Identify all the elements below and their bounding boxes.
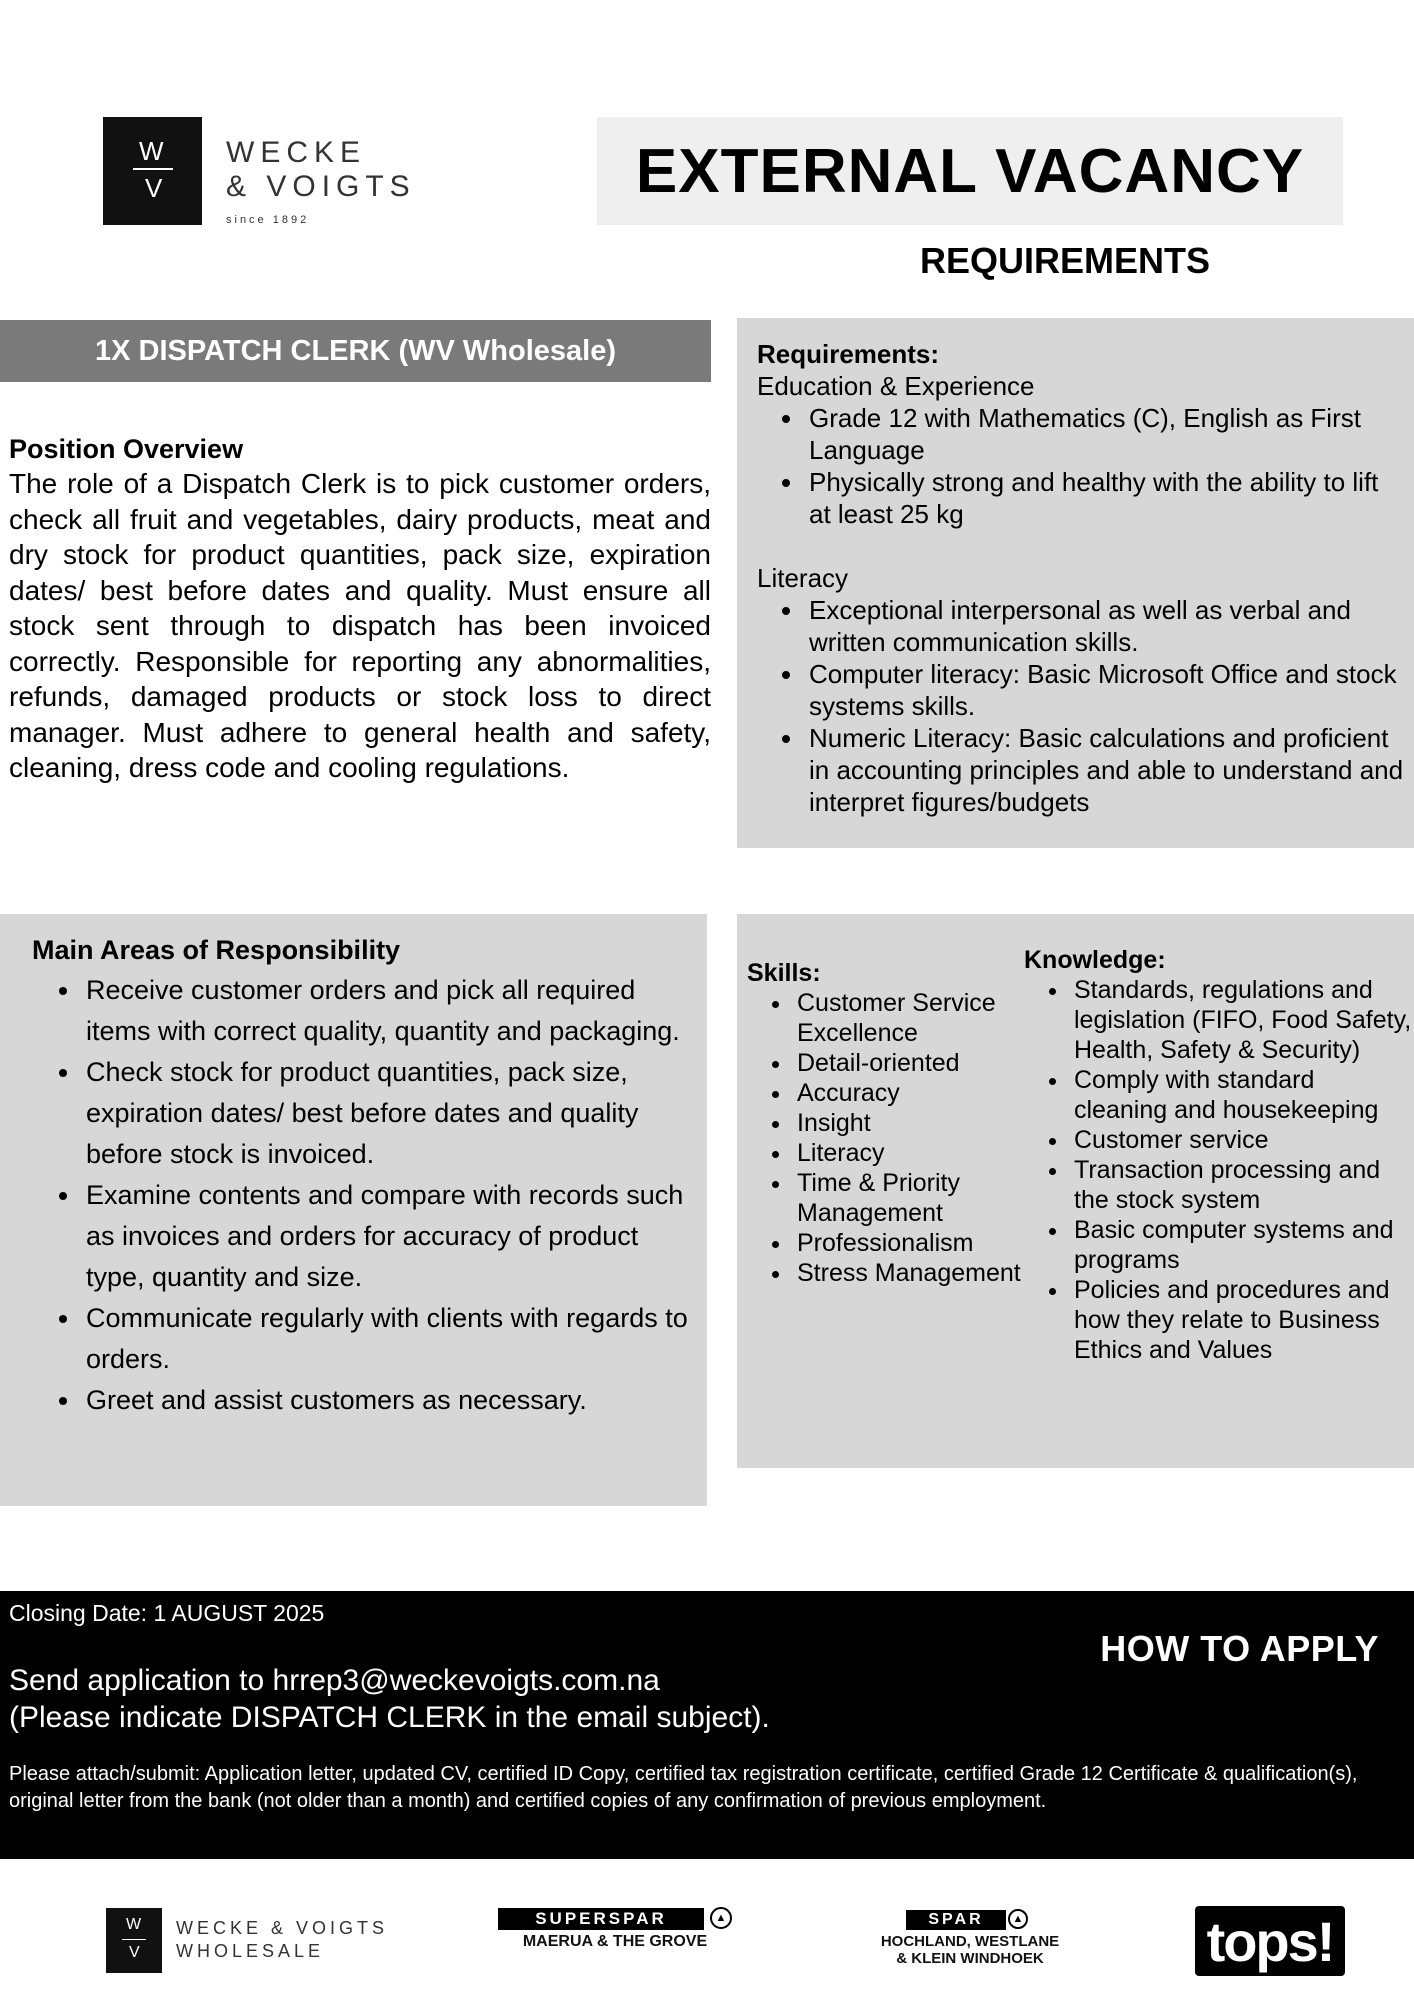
literacy-list: [805, 594, 1407, 818]
position-overview: [9, 432, 711, 786]
requirements-heading: REQUIREMENTS: [920, 240, 1211, 281]
list-item: • Communicate regularly with clients with regards to orders.: [82, 1298, 702, 1380]
list-item: • Physically strong and healthy with the ability to lift at least 25 kg: [805, 466, 1407, 530]
spar-locations: [860, 1933, 1080, 1967]
spar-location-line2: & KLEIN WINDHOEK: [896, 1950, 1044, 1967]
list-item: • Check stock for product quantities, pack size, expiration dates/ best before dates and quality before stock is invoiced.: [82, 1052, 702, 1175]
list-item: • Comply with standard cleaning and housekeeping: [1070, 1065, 1414, 1125]
knowledge-list: [1070, 975, 1414, 1365]
list-item: • Examine contents and compare with records such as invoices and orders for accuracy of product type, quantity and size.: [82, 1175, 702, 1298]
list-item: • Customer service: [1070, 1125, 1414, 1155]
spar-location-line1: HOCHLAND, WESTLANE: [880, 1933, 1060, 1950]
job-title-bar: [0, 320, 711, 382]
list-item: • Receive customer orders and pick all required items with correct quality, quantity and packaging.: [82, 970, 702, 1052]
closing-date: Closing Date: 1 AUGUST 2025: [9, 1600, 325, 1626]
list-item: • Time & Priority Management: [793, 1168, 1027, 1228]
logo-letter-w: W: [139, 136, 164, 166]
spar-tree-icon: ▲: [710, 1907, 732, 1929]
knowledge-heading: Knowledge:: [1024, 946, 1166, 974]
list-item: • Grade 12 with Mathematics (C), English as First Language: [805, 402, 1407, 466]
skills-section: [747, 958, 1027, 1288]
list-item: • Accuracy: [793, 1078, 1027, 1108]
list-item: • Exceptional interpersonal as well as verbal and written communication skills.: [805, 594, 1407, 658]
list-item: • Policies and procedures and how they relate to Business Ethics and Values: [1070, 1275, 1414, 1365]
list-item: • Stress Management: [793, 1258, 1027, 1288]
superspar-badge: [498, 1908, 704, 1930]
wholesale-text-line2: WHOLESALE: [176, 1941, 325, 1961]
list-item: • Customer Service Excellence: [793, 988, 1027, 1048]
logo-text-line1: WECKE: [226, 136, 367, 169]
responsibilities-heading: Main Areas of Responsibility: [32, 935, 401, 965]
education-list: [805, 402, 1407, 530]
spar-label: SPAR: [928, 1911, 984, 1928]
attach-instructions: Please attach/submit: Application letter, updated CV, certified ID Copy, certified tax registration certificate, certified Grade 12 Certificate & qualification(s), original letter from the bank (not older than a month) and certified copies of any confirmation of previous employment.: [9, 1763, 1358, 1812]
list-item: • Insight: [793, 1108, 1027, 1138]
vacancy-title: EXTERNAL VACANCY: [635, 136, 1305, 206]
list-item: • Transaction processing and the stock system: [1070, 1155, 1414, 1215]
overview-text: The role of a Dispatch Clerk is to pick customer orders, check all fruit and vegetables, dairy products, meat and dry stock for product quantities, pack size, expiration dates/ best before dates and quality. Must ensure all stock sent through to dispatch has been invoiced correctly. Responsible for reporting any abnormalities, refunds, damaged products or stock loss to direct manager. Must adhere to general health and safety, cleaning, dress code and cooling regulations.: [9, 468, 711, 783]
responsibilities-list: [82, 970, 702, 1421]
send-email-line: Send application to hrrep3@weckevoigts.com.na: [9, 1664, 660, 1697]
vacancy-banner: [597, 117, 1343, 225]
spar-tree-icon: ▲: [1008, 1909, 1028, 1929]
literacy-heading: Literacy: [757, 563, 849, 593]
wholesale-text-line1: WECKE & VOIGTS: [176, 1918, 389, 1938]
skills-heading: Skills:: [747, 959, 821, 987]
requirements-content: [757, 338, 1407, 818]
list-item: • Detail-oriented: [793, 1048, 1027, 1078]
logo-since: since 1892: [226, 214, 310, 226]
logo-letter-v: V: [145, 173, 163, 203]
wholesale-logo-divider: [122, 1939, 146, 1940]
send-subject-line: (Please indicate DISPATCH CLERK in the email subject).: [9, 1701, 770, 1734]
tops-logo: [1195, 1906, 1345, 1976]
list-item: • Numeric Literacy: Basic calculations and proficient in accounting principles and able to understand and interpret figures/budgets: [805, 722, 1407, 818]
responsibilities-content: [32, 932, 702, 1421]
list-item: • Greet and assist customers as necessary.: [82, 1380, 702, 1421]
company-logo: [103, 117, 202, 225]
list-item: • Standards, regulations and legislation (FIFO, Food Safety, Health, Safety & Security): [1070, 975, 1414, 1065]
wholesale-logo-v: V: [129, 1944, 140, 1961]
list-item: • Professionalism: [793, 1228, 1027, 1258]
wholesale-logo: [106, 1908, 162, 1973]
logo-text-line2: & VOIGTS: [226, 170, 416, 203]
how-to-apply-heading: HOW TO APPLY: [1100, 1628, 1379, 1669]
superspar-label: SUPERSPAR: [535, 1909, 667, 1928]
requirements-title: Requirements:: [757, 339, 940, 369]
overview-heading: Position Overview: [9, 434, 244, 464]
list-item: • Computer literacy: Basic Microsoft Office and stock systems skills.: [805, 658, 1407, 722]
tops-label: tops!: [1206, 1909, 1334, 1973]
job-title: 1X DISPATCH CLERK (WV Wholesale): [95, 334, 616, 367]
superspar-location: MAERUA & THE GROVE: [522, 1933, 708, 1950]
list-item: • Basic computer systems and programs: [1070, 1215, 1414, 1275]
wholesale-logo-w: W: [126, 1916, 142, 1933]
knowledge-section: [1024, 945, 1414, 1365]
list-item: • Literacy: [793, 1138, 1027, 1168]
skills-list: [793, 988, 1027, 1288]
logo-divider: [133, 168, 173, 170]
send-instructions: [9, 1662, 770, 1736]
education-heading: Education & Experience: [757, 371, 1035, 401]
spar-badge: [906, 1910, 1006, 1930]
